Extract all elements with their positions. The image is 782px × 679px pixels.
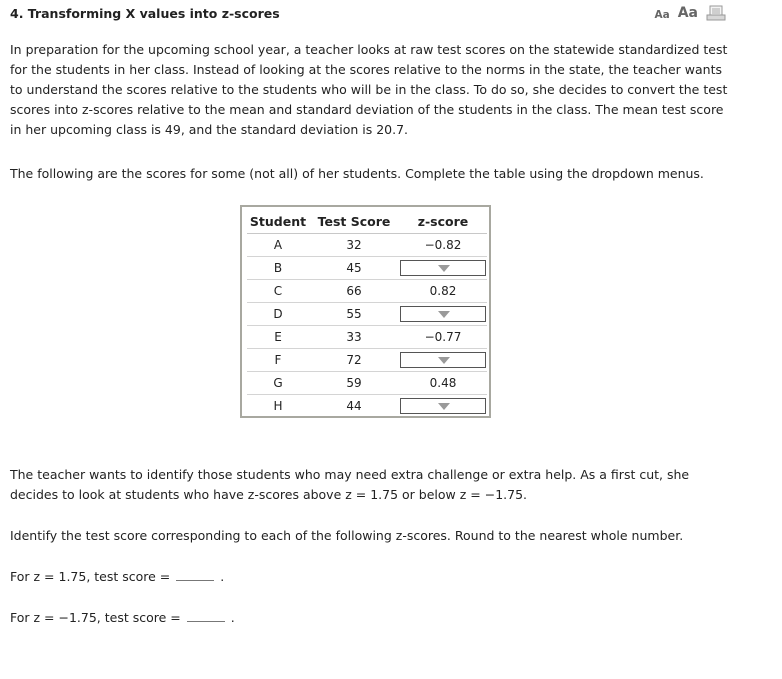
student-cell: E [247, 326, 309, 349]
table-row [247, 395, 487, 418]
dropdown-arrow-icon [438, 403, 450, 410]
student-cell: A [247, 234, 309, 257]
student-cell: F [247, 349, 309, 372]
dropdown-arrow-icon [438, 265, 450, 272]
score-cell: 59 [309, 372, 399, 395]
header-z-score: z-score [399, 210, 487, 234]
decrease-font-button[interactable]: Aa [654, 9, 670, 21]
score-cell: 45 [309, 257, 399, 280]
student-cell: G [247, 372, 309, 395]
question-z-negative [10, 608, 730, 628]
student-cell: C [247, 280, 309, 303]
score-cell: 66 [309, 280, 399, 303]
z-score-cell [399, 257, 487, 280]
identify-paragraph: Identify the test score corresponding to each of the following z-scores. Round to the nearest whole number. [10, 528, 684, 543]
table-header-row [247, 210, 487, 234]
table-row [247, 234, 487, 257]
answer-blank-z-negative[interactable] [187, 609, 225, 622]
table-row [247, 257, 487, 280]
question-z-positive [10, 567, 730, 587]
increase-font-button[interactable]: Aa [677, 5, 698, 21]
instruction-paragraph: The following are the scores for some (not all) of her students. Complete the table using the dropdown menus. [10, 166, 704, 181]
score-cell: 33 [309, 326, 399, 349]
question-title: 4. Transforming X values into z-scores [10, 6, 280, 21]
table-row [247, 326, 487, 349]
toolbar [654, 5, 726, 21]
dropdown-arrow-icon [438, 311, 450, 318]
header-student: Student [247, 210, 309, 234]
score-cell: 55 [309, 303, 399, 326]
period: . [220, 569, 225, 584]
period: . [230, 610, 235, 625]
z-score-dropdown-f[interactable] [400, 352, 486, 368]
z-score-cell: 0.82 [399, 280, 487, 303]
intro-paragraph: In preparation for the upcoming school year, a teacher looks at raw test scores on the statewide standardized test for the students in her class. Instead of looking at the scores relative to the norms in the state, the teacher wants to understand the scores relative to the students who will be in the class. To do so, she decides to convert the test scores into z-scores relative to the mean and standard deviation of the students in the class. The mean test score in her upcoming class is 49, and the standard deviation is 20.7. [10, 42, 728, 137]
score-cell: 72 [309, 349, 399, 372]
z-score-cell: −0.77 [399, 326, 487, 349]
table-row [247, 280, 487, 303]
student-cell: B [247, 257, 309, 280]
scores-table [247, 210, 487, 417]
question-z-positive-label: For z = 1.75, test score = [10, 569, 171, 584]
challenge-paragraph: The teacher wants to identify those students who may need extra challenge or extra help. As a first cut, she decides to look at students who have z-scores above z = 1.75 or below z = −1.75. [10, 467, 690, 502]
question-z-negative-label: For z = −1.75, test score = [10, 610, 181, 625]
dropdown-arrow-icon [438, 357, 450, 364]
answer-blank-z-positive[interactable] [176, 568, 214, 581]
z-score-cell: 0.48 [399, 372, 487, 395]
student-cell: H [273, 399, 283, 413]
z-score-cell [399, 303, 487, 326]
z-score-dropdown-h[interactable] [400, 398, 486, 414]
z-score-dropdown-b[interactable] [400, 260, 486, 276]
z-score-cell [399, 349, 487, 372]
student-cell: D [247, 303, 309, 326]
table-row [247, 349, 487, 372]
table-row [247, 303, 487, 326]
score-cell: 32 [309, 234, 399, 257]
print-icon[interactable] [706, 5, 726, 21]
header-test-score: Test Score [309, 210, 399, 234]
scores-table-container [240, 205, 491, 418]
score-cell: 44 [346, 399, 362, 413]
table-row [247, 372, 487, 395]
z-score-cell: −0.82 [399, 234, 487, 257]
z-score-dropdown-d[interactable] [400, 306, 486, 322]
z-score-cell [399, 395, 487, 418]
